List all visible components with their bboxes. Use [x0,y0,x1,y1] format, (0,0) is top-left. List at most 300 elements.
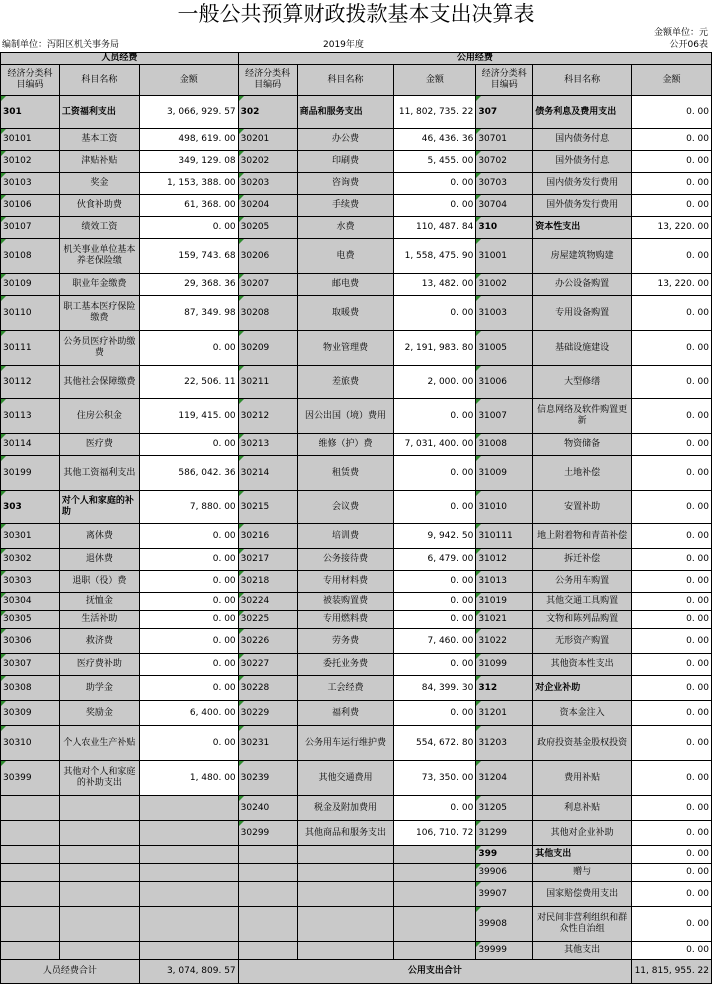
col-header-name: 科目名称 [533,65,632,96]
cell-name: 房屋建筑物购建 [533,239,632,274]
cell-name: 取暖费 [297,296,394,331]
cell-amount: 2, 000. 00 [394,366,476,399]
cell-amount: 119, 415. 00 [139,399,238,434]
cell-amount: 0. 00 [632,239,712,274]
table-row [1,96,712,129]
cell-code [1,821,60,846]
cell-code [1,846,60,864]
cell-name [59,821,139,846]
cell-name: 基本工资 [59,129,139,151]
cell-name: 拆迁补偿 [533,549,632,571]
cell-code: 30204 [238,195,297,217]
cell-amount: 7, 880. 00 [139,491,238,524]
cell-name: 国内债务付息 [533,129,632,151]
cell-code: 30309 [1,701,60,726]
table-row [1,942,712,960]
cell-amount: 0. 00 [394,195,476,217]
cell-name: 物业管理费 [297,331,394,366]
expenditure-table [0,52,712,984]
cell-name: 医疗费 [59,434,139,456]
cell-code [238,846,297,864]
cell-code: 30228 [238,676,297,701]
cell-code [1,907,60,942]
cell-amount: 106, 710. 72 [394,821,476,846]
cell-amount: 0. 00 [632,864,712,882]
table-row [1,366,712,399]
cell-name: 办公费 [297,129,394,151]
cell-amount: 498, 619. 00 [139,129,238,151]
cell-name: 国外债务付息 [533,151,632,173]
cell-name: 津贴补贴 [59,151,139,173]
cell-name: 债务利息及费用支出 [533,96,632,129]
cell-code: 39906 [476,864,533,882]
cell-amount: 29, 368. 36 [139,274,238,296]
cell-amount: 0. 00 [632,296,712,331]
cell-code: 30101 [1,129,60,151]
cell-code: 399 [476,846,533,864]
cell-code [238,882,297,907]
cell-amount: 0. 00 [139,549,238,571]
cell-amount: 0. 00 [394,491,476,524]
cell-amount: 0. 00 [139,331,238,366]
cell-name: 其他商品和服务支出 [297,821,394,846]
cell-name: 国内债务发行费用 [533,173,632,195]
cell-name: 无形资产购置 [533,629,632,654]
table-row [1,629,712,654]
cell-name [59,907,139,942]
cell-code: 30114 [1,434,60,456]
cell-amount: 0. 00 [139,524,238,549]
cell-amount: 0. 00 [632,701,712,726]
cell-name: 维修（护）费 [297,434,394,456]
cell-amount: 0. 00 [632,195,712,217]
cell-code: 30207 [238,274,297,296]
table-row [1,907,712,942]
cell-amount: 0. 00 [139,611,238,629]
cell-name: 个人农业生产补贴 [59,726,139,761]
cell-name: 信息网络及软件购置更新 [533,399,632,434]
cell-amount: 7, 031, 400. 00 [394,434,476,456]
cell-name: 专用燃料费 [297,611,394,629]
table-row [1,274,712,296]
cell-amount: 13, 220. 00 [632,217,712,239]
cell-code: 30107 [1,217,60,239]
cell-amount: 0. 00 [139,434,238,456]
cell-code: 310111 [476,524,533,549]
cell-amount: 0. 00 [632,796,712,821]
cell-amount: 0. 00 [632,434,712,456]
cell-code: 30225 [238,611,297,629]
cell-amount: 9, 942. 50 [394,524,476,549]
cell-name: 其他资本性支出 [533,654,632,676]
cell-name [297,882,394,907]
cell-code: 30301 [1,524,60,549]
cell-name [59,882,139,907]
cell-name: 差旅费 [297,366,394,399]
cell-name: 其他交通工具购置 [533,593,632,611]
cell-name: 对个人和家庭的补助 [59,491,139,524]
cell-name: 其他对个人和家庭的补助支出 [59,761,139,796]
table-row [1,676,712,701]
group-header-public: 公用经费 [238,53,711,65]
cell-name: 对企业补助 [533,676,632,701]
col-header-code: 经济分类科目编码 [238,65,297,96]
cell-name: 邮电费 [297,274,394,296]
cell-code: 30218 [238,571,297,593]
cell-amount: 0. 00 [632,366,712,399]
cell-code: 30213 [238,434,297,456]
col-header-amount: 金额 [632,65,712,96]
table-row [1,611,712,629]
cell-name: 绩效工资 [59,217,139,239]
table-row [1,195,712,217]
cell-amount: 0. 00 [632,726,712,761]
cell-code: 310 [476,217,533,239]
cell-amount: 0. 00 [394,593,476,611]
cell-name: 办公设备购置 [533,274,632,296]
cell-name: 费用补贴 [533,761,632,796]
cell-name: 救济费 [59,629,139,654]
cell-code: 31019 [476,593,533,611]
cell-code: 30229 [238,701,297,726]
cell-name: 电费 [297,239,394,274]
cell-amount: 0. 00 [394,456,476,491]
public-total-label: 公用支出合计 [238,960,631,984]
cell-code: 31002 [476,274,533,296]
cell-amount: 0. 00 [632,846,712,864]
cell-code: 30109 [1,274,60,296]
cell-amount: 0. 00 [139,571,238,593]
cell-name: 工会经费 [297,676,394,701]
cell-name: 公务员医疗补助缴费 [59,331,139,366]
cell-code: 31203 [476,726,533,761]
cell-name: 商品和服务支出 [297,96,394,129]
cell-code: 303 [1,491,60,524]
cell-code: 31205 [476,796,533,821]
cell-name: 被装购置费 [297,593,394,611]
cell-amount: 0. 00 [394,571,476,593]
cell-amount: 1, 480. 00 [139,761,238,796]
cell-code: 30215 [238,491,297,524]
cell-code: 31204 [476,761,533,796]
cell-code: 31009 [476,456,533,491]
cell-code: 30239 [238,761,297,796]
cell-code: 31021 [476,611,533,629]
cell-name: 职工基本医疗保险缴费 [59,296,139,331]
table-row [1,151,712,173]
cell-name [59,796,139,821]
col-header-code: 经济分类科目编码 [476,65,533,96]
cell-amount: 84, 399. 30 [394,676,476,701]
cell-name: 其他对企业补助 [533,821,632,846]
cell-name: 奖励金 [59,701,139,726]
cell-amount: 0. 00 [632,593,712,611]
cell-amount: 46, 436. 36 [394,129,476,151]
cell-name: 赠与 [533,864,632,882]
cell-code: 31013 [476,571,533,593]
table-row [1,882,712,907]
cell-code: 312 [476,676,533,701]
cell-name: 奖金 [59,173,139,195]
cell-code: 31010 [476,491,533,524]
cell-code [1,796,60,821]
cell-name: 其他社会保障缴费 [59,366,139,399]
cell-amount: 6, 479. 00 [394,549,476,571]
personnel-total-amount: 3, 074, 809. 57 [139,960,238,984]
cell-code: 30201 [238,129,297,151]
col-header-code: 经济分类科目编码 [1,65,60,96]
cell-name: 国外债务发行费用 [533,195,632,217]
cell-code: 31003 [476,296,533,331]
cell-amount: 0. 00 [139,676,238,701]
cell-amount [139,864,238,882]
cell-code: 30216 [238,524,297,549]
cell-code: 30303 [1,571,60,593]
table-row [1,524,712,549]
cell-name: 租赁费 [297,456,394,491]
cell-amount: 0. 00 [632,129,712,151]
cell-code: 31201 [476,701,533,726]
table-row [1,593,712,611]
cell-name: 专用材料费 [297,571,394,593]
cell-amount: 73, 350. 00 [394,761,476,796]
cell-code: 31007 [476,399,533,434]
cell-code: 39907 [476,882,533,907]
cell-code: 30305 [1,611,60,629]
cell-code [238,864,297,882]
cell-code: 30102 [1,151,60,173]
cell-name: 退职（役）费 [59,571,139,593]
cell-code [1,942,60,960]
cell-amount: 0. 00 [394,173,476,195]
cell-code: 30702 [476,151,533,173]
cell-code: 30211 [238,366,297,399]
cell-amount: 0. 00 [394,296,476,331]
cell-amount [139,882,238,907]
cell-amount: 0. 00 [394,701,476,726]
cell-amount [394,864,476,882]
cell-code: 30111 [1,331,60,366]
cell-name: 公务用车购置 [533,571,632,593]
table-row [1,726,712,761]
cell-code: 30307 [1,654,60,676]
cell-amount [139,907,238,942]
cell-code: 30304 [1,593,60,611]
table-row [1,821,712,846]
col-header-amount: 金额 [394,65,476,96]
cell-amount: 0. 00 [632,151,712,173]
cell-code [1,864,60,882]
cell-name: 印刷费 [297,151,394,173]
cell-code: 30199 [1,456,60,491]
cell-code: 30306 [1,629,60,654]
cell-name: 其他支出 [533,846,632,864]
cell-amount: 13, 220. 00 [632,274,712,296]
cell-code: 30203 [238,173,297,195]
cell-code: 30202 [238,151,297,173]
cell-code: 30704 [476,195,533,217]
cell-name: 医疗费补助 [59,654,139,676]
cell-code: 30701 [476,129,533,151]
cell-name: 资本性支出 [533,217,632,239]
cell-amount: 3, 066, 929. 57 [139,96,238,129]
cell-amount [394,882,476,907]
cell-amount: 0. 00 [394,611,476,629]
cell-amount: 0. 00 [632,629,712,654]
cell-name: 其他交通费用 [297,761,394,796]
table-row [1,654,712,676]
cell-amount: 0. 00 [632,654,712,676]
cell-code: 30240 [238,796,297,821]
cell-code: 30212 [238,399,297,434]
cell-amount: 554, 672. 80 [394,726,476,761]
cell-amount: 0. 00 [139,726,238,761]
cell-amount [139,846,238,864]
cell-amount: 0. 00 [632,331,712,366]
cell-name: 水费 [297,217,394,239]
col-header-amount: 金额 [139,65,238,96]
cell-name: 住房公积金 [59,399,139,434]
cell-code: 31005 [476,331,533,366]
public-total-amount: 11, 815, 955. 22 [632,960,712,984]
cell-amount: 110, 487. 84 [394,217,476,239]
amount-unit: 金额单位：元 [653,28,708,38]
cell-amount: 11, 802, 735. 22 [394,96,476,129]
cell-code: 30217 [238,549,297,571]
cell-name: 大型修缮 [533,366,632,399]
table-row [1,491,712,524]
cell-amount: 7, 460. 00 [394,629,476,654]
col-header-name: 科目名称 [59,65,139,96]
cell-amount: 22, 506. 11 [139,366,238,399]
cell-code: 30108 [1,239,60,274]
cell-amount: 0. 00 [632,942,712,960]
table-row [1,129,712,151]
cell-name: 劳务费 [297,629,394,654]
cell-amount: 0. 00 [632,761,712,796]
cell-amount: 0. 00 [139,654,238,676]
cell-amount: 0. 00 [139,593,238,611]
cell-amount: 0. 00 [632,907,712,942]
cell-amount: 61, 368. 00 [139,195,238,217]
table-row [1,761,712,796]
cell-code: 31001 [476,239,533,274]
cell-name: 公务用车运行维护费 [297,726,394,761]
cell-name: 土地补偿 [533,456,632,491]
cell-name: 手续费 [297,195,394,217]
cell-code: 30299 [238,821,297,846]
personnel-total-label: 人员经费合计 [1,960,140,984]
table-row [1,846,712,864]
cell-name: 安置补助 [533,491,632,524]
cell-code: 30226 [238,629,297,654]
cell-code: 301 [1,96,60,129]
cell-amount: 1, 558, 475. 90 [394,239,476,274]
cell-name [297,846,394,864]
cell-code: 30214 [238,456,297,491]
cell-code: 31099 [476,654,533,676]
cell-name: 助学金 [59,676,139,701]
cell-name [59,864,139,882]
cell-code: 30399 [1,761,60,796]
cell-name: 资本金注入 [533,701,632,726]
cell-amount: 0. 00 [394,796,476,821]
cell-amount: 13, 482. 00 [394,274,476,296]
cell-amount: 1, 153, 388. 00 [139,173,238,195]
fiscal-year: 2019年度 [323,40,364,50]
cell-name: 委托业务费 [297,654,394,676]
cell-name: 福利费 [297,701,394,726]
cell-code: 31299 [476,821,533,846]
cell-name [59,942,139,960]
table-row [1,296,712,331]
cell-name: 文物和陈列品购置 [533,611,632,629]
cell-amount: 87, 349. 98 [139,296,238,331]
cell-amount: 586, 042. 36 [139,456,238,491]
cell-amount: 0. 00 [632,399,712,434]
cell-name: 机关事业单位基本养老保险缴 [59,239,139,274]
cell-amount: 0. 00 [632,549,712,571]
cell-name: 退休费 [59,549,139,571]
cell-code: 30224 [238,593,297,611]
cell-code: 31012 [476,549,533,571]
cell-code: 30113 [1,399,60,434]
cell-name: 公务接待费 [297,549,394,571]
cell-code: 39999 [476,942,533,960]
cell-code: 30209 [238,331,297,366]
table-row [1,701,712,726]
table-row [1,456,712,491]
table-row [1,217,712,239]
cell-name: 政府投资基金股权投资 [533,726,632,761]
cell-name: 会议费 [297,491,394,524]
cell-name [59,846,139,864]
cell-code [1,882,60,907]
form-number: 公开06表 [669,40,708,50]
col-header-name: 科目名称 [297,65,394,96]
cell-name: 税金及附加费用 [297,796,394,821]
cell-name: 国家赔偿费用支出 [533,882,632,907]
cell-code [238,907,297,942]
cell-code: 307 [476,96,533,129]
cell-name [297,907,394,942]
cell-code: 30231 [238,726,297,761]
cell-amount: 0. 00 [632,611,712,629]
table-row [1,796,712,821]
cell-name: 其他工资福利支出 [59,456,139,491]
cell-code: 39908 [476,907,533,942]
cell-name: 基础设施建设 [533,331,632,366]
cell-amount [394,942,476,960]
cell-amount: 0. 00 [139,629,238,654]
cell-name: 职业年金缴费 [59,274,139,296]
compiling-unit: 编制单位：泻阳区机关事务局 [2,40,120,50]
cell-amount: 0. 00 [632,882,712,907]
cell-name: 生活补助 [59,611,139,629]
cell-code: 302 [238,96,297,129]
cell-code: 31008 [476,434,533,456]
cell-name: 伙食补助费 [59,195,139,217]
table-row [1,549,712,571]
cell-name: 培训费 [297,524,394,549]
table-row [1,173,712,195]
cell-amount: 2, 191, 983. 80 [394,331,476,366]
cell-code: 30110 [1,296,60,331]
cell-amount: 0. 00 [632,96,712,129]
table-row [1,331,712,366]
cell-code: 30302 [1,549,60,571]
cell-name [297,942,394,960]
